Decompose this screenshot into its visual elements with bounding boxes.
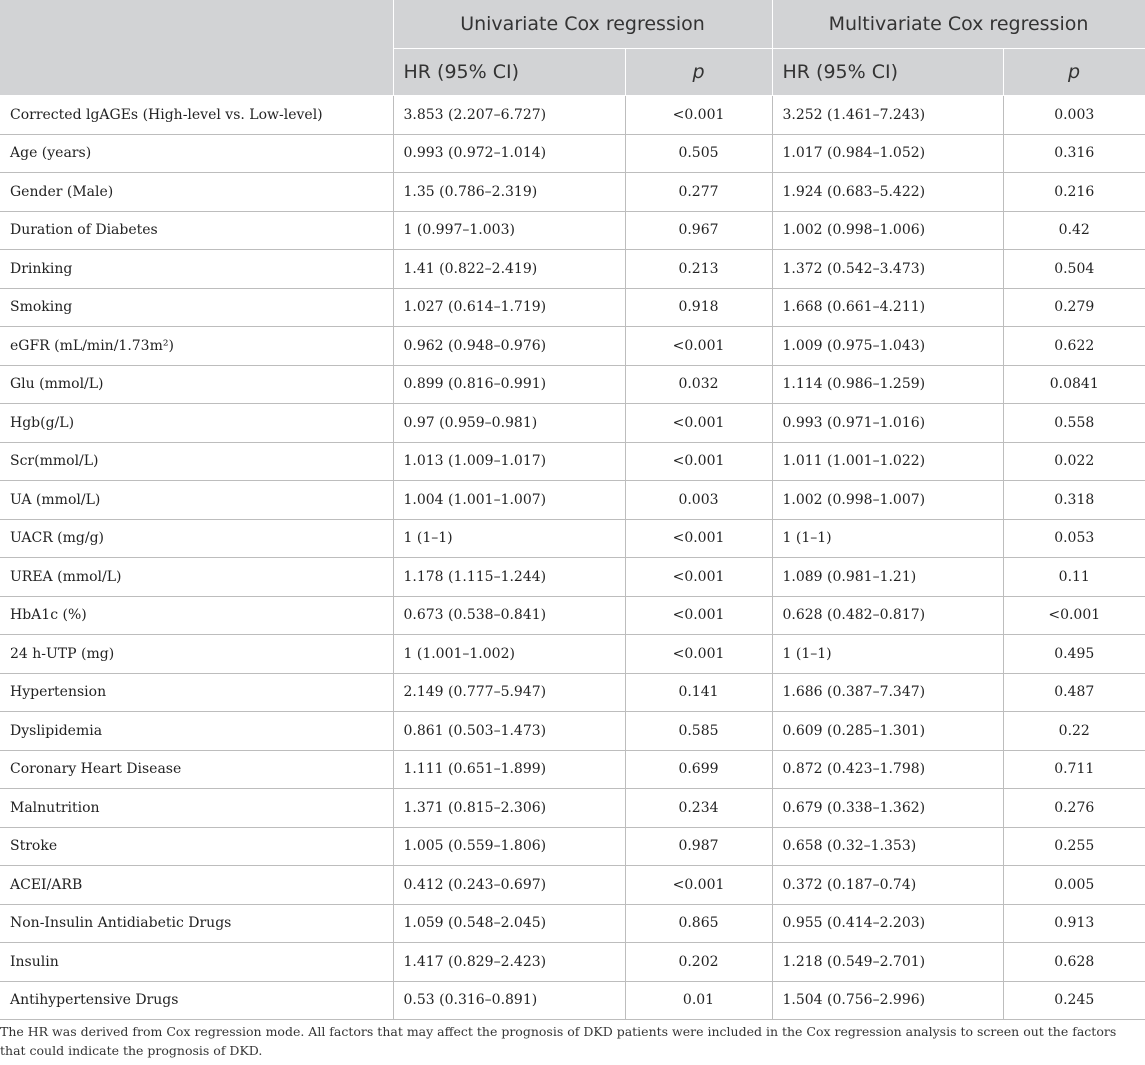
table-row [0,481,1145,520]
table-row [0,673,1145,712]
univariate-p-cell: 0.865 [625,904,772,943]
univariate-p-cell: 0.032 [625,365,772,404]
multivariate-hr-cell: 1.089 (0.981–1.21) [772,558,1003,597]
univariate-hr-cell: 0.962 (0.948–0.976) [393,327,625,366]
multivariate-hr-cell: 1.011 (1.001–1.022) [772,442,1003,481]
factor-cell: Hgb(g/L) [0,404,393,443]
univariate-p-cell: 0.003 [625,481,772,520]
multivariate-hr-cell: 1 (1–1) [772,519,1003,558]
multivariate-hr-cell: 0.372 (0.187–0.74) [772,866,1003,905]
univariate-hr-cell: 1.178 (1.115–1.244) [393,558,625,597]
factor-cell: Insulin [0,943,393,982]
multivariate-hr-cell: 1.009 (0.975–1.043) [772,327,1003,366]
factor-cell: HbA1c (%) [0,596,393,635]
univariate-hr-cell: 2.149 (0.777–5.947) [393,673,625,712]
univariate-hr-cell: 1.004 (1.001–1.007) [393,481,625,520]
univariate-hr-cell: 1.013 (1.009–1.017) [393,442,625,481]
table-row [0,596,1145,635]
table-row [0,943,1145,982]
univariate-hr-cell: 1.417 (0.829–2.423) [393,943,625,982]
univariate-hr-cell: 0.673 (0.538–0.841) [393,596,625,635]
multivariate-p-cell: 0.005 [1003,866,1145,905]
univariate-p-cell: 0.202 [625,943,772,982]
multivariate-hr-cell: 1 (1–1) [772,635,1003,674]
univariate-hr-cell: 1.371 (0.815–2.306) [393,789,625,828]
univariate-hr-cell: 0.993 (0.972–1.014) [393,134,625,173]
univariate-p-cell: <0.001 [625,596,772,635]
multivariate-p-cell: 0.276 [1003,789,1145,828]
univariate-p-cell: 0.585 [625,712,772,751]
univariate-p-cell: <0.001 [625,442,772,481]
factor-cell: Smoking [0,288,393,327]
multivariate-p-cell: 0.628 [1003,943,1145,982]
multivariate-p-cell: 0.216 [1003,173,1145,212]
multivariate-hr-cell: 0.628 (0.482–0.817) [772,596,1003,635]
factor-cell: Stroke [0,827,393,866]
factor-cell: ACEI/ARB [0,866,393,905]
factor-cell: Antihypertensive Drugs [0,981,393,1020]
multivariate-hr-cell: 0.993 (0.971–1.016) [772,404,1003,443]
multivariate-p-cell: 0.487 [1003,673,1145,712]
multivariate-p-cell: 0.42 [1003,211,1145,250]
table-header [0,0,1145,96]
multivariate-p-cell: 0.003 [1003,96,1145,135]
univariate-p-cell: <0.001 [625,404,772,443]
table-row [0,558,1145,597]
univariate-p-cell: 0.967 [625,211,772,250]
multivariate-p-cell: 0.318 [1003,481,1145,520]
multivariate-p-cell: <0.001 [1003,596,1145,635]
univariate-hr-cell: 1.35 (0.786–2.319) [393,173,625,212]
table-row [0,904,1145,943]
univariate-p-cell: <0.001 [625,558,772,597]
multivariate-p-cell: 0.711 [1003,750,1145,789]
multivariate-p-cell: 0.11 [1003,558,1145,597]
factor-cell: Drinking [0,250,393,289]
factor-cell: Coronary Heart Disease [0,750,393,789]
factor-cell: Glu (mmol/L) [0,365,393,404]
table-row [0,327,1145,366]
table-row [0,712,1145,751]
multivariate-hr-cell: 1.002 (0.998–1.006) [772,211,1003,250]
table-row [0,789,1145,828]
univariate-hr-header: HR (95% CI) [393,49,625,96]
univariate-p-cell: 0.234 [625,789,772,828]
univariate-p-cell: <0.001 [625,519,772,558]
univariate-hr-cell: 0.861 (0.503–1.473) [393,712,625,751]
table-row [0,365,1145,404]
factor-column-header [0,0,393,96]
multivariate-hr-cell: 1.686 (0.387–7.347) [772,673,1003,712]
multivariate-hr-cell: 1.114 (0.986–1.259) [772,365,1003,404]
multivariate-hr-cell: 1.668 (0.661–4.211) [772,288,1003,327]
multivariate-p-header: p [1003,49,1145,96]
univariate-hr-cell: 1 (1.001–1.002) [393,635,625,674]
multivariate-hr-cell: 0.658 (0.32–1.353) [772,827,1003,866]
univariate-p-cell: 0.213 [625,250,772,289]
table-row [0,442,1145,481]
multivariate-hr-cell: 3.252 (1.461–7.243) [772,96,1003,135]
table-footnote: The HR was derived from Cox regression mode. All factors that may affect the prognosis of DKD patients were included in the Cox regression analysis to screen out the factors that could indicate the prognosis of DKD. [0,1024,1117,1058]
table-row [0,981,1145,1020]
multivariate-p-cell: 0.622 [1003,327,1145,366]
univariate-p-header: p [625,49,772,96]
univariate-p-cell: <0.001 [625,96,772,135]
table-row [0,635,1145,674]
multivariate-p-cell: 0.316 [1003,134,1145,173]
multivariate-hr-cell: 1.924 (0.683–5.422) [772,173,1003,212]
table-row [0,404,1145,443]
multivariate-p-cell: 0.255 [1003,827,1145,866]
factor-cell: Hypertension [0,673,393,712]
multivariate-hr-cell: 0.679 (0.338–1.362) [772,789,1003,828]
table-row [0,134,1145,173]
multivariate-hr-cell: 1.218 (0.549–2.701) [772,943,1003,982]
factor-cell: UACR (mg/g) [0,519,393,558]
univariate-p-cell: <0.001 [625,635,772,674]
univariate-hr-cell: 1.41 (0.822–2.419) [393,250,625,289]
univariate-hr-cell: 1.059 (0.548–2.045) [393,904,625,943]
factor-cell: Corrected lgAGEs (High-level vs. Low-level) [0,96,393,135]
univariate-p-cell: 0.01 [625,981,772,1020]
multivariate-hr-cell: 0.955 (0.414–2.203) [772,904,1003,943]
factor-cell: 24 h-UTP (mg) [0,635,393,674]
factor-cell: Age (years) [0,134,393,173]
factor-cell: Non-Insulin Antidiabetic Drugs [0,904,393,943]
header-group-row [0,0,1145,49]
univariate-hr-cell: 0.899 (0.816–0.991) [393,365,625,404]
multivariate-hr-cell: 1.017 (0.984–1.052) [772,134,1003,173]
multivariate-hr-cell: 1.504 (0.756–2.996) [772,981,1003,1020]
univariate-p-cell: <0.001 [625,327,772,366]
factor-cell: Dyslipidemia [0,712,393,751]
factor-cell: Duration of Diabetes [0,211,393,250]
multivariate-p-cell: 0.913 [1003,904,1145,943]
univariate-hr-cell: 3.853 (2.207–6.727) [393,96,625,135]
multivariate-hr-header: HR (95% CI) [772,49,1003,96]
univariate-hr-cell: 1 (1–1) [393,519,625,558]
univariate-p-cell: 0.505 [625,134,772,173]
multivariate-hr-cell: 0.609 (0.285–1.301) [772,712,1003,751]
factor-cell: Gender (Male) [0,173,393,212]
univariate-p-cell: <0.001 [625,866,772,905]
multivariate-hr-cell: 1.372 (0.542–3.473) [772,250,1003,289]
univariate-hr-cell: 1 (0.997–1.003) [393,211,625,250]
multivariate-p-cell: 0.279 [1003,288,1145,327]
multivariate-p-cell: 0.504 [1003,250,1145,289]
table-row [0,173,1145,212]
table-row [0,866,1145,905]
multivariate-p-cell: 0.558 [1003,404,1145,443]
factor-cell: Scr(mmol/L) [0,442,393,481]
multivariate-hr-cell: 0.872 (0.423–1.798) [772,750,1003,789]
table-row [0,750,1145,789]
multivariate-p-cell: 0.245 [1003,981,1145,1020]
univariate-hr-cell: 0.53 (0.316–0.891) [393,981,625,1020]
univariate-p-cell: 0.141 [625,673,772,712]
multivariate-hr-cell: 1.002 (0.998–1.007) [772,481,1003,520]
table-row [0,827,1145,866]
univariate-hr-cell: 1.027 (0.614–1.719) [393,288,625,327]
table-row [0,519,1145,558]
factor-cell: Malnutrition [0,789,393,828]
univariate-hr-cell: 0.412 (0.243–0.697) [393,866,625,905]
univariate-hr-cell: 0.97 (0.959–0.981) [393,404,625,443]
multivariate-group-header: Multivariate Cox regression [772,0,1145,49]
factor-cell: UA (mmol/L) [0,481,393,520]
univariate-hr-cell: 1.111 (0.651–1.899) [393,750,625,789]
table-body [0,96,1145,1020]
factor-cell: UREA (mmol/L) [0,558,393,597]
univariate-hr-cell: 1.005 (0.559–1.806) [393,827,625,866]
factor-cell: eGFR (mL/min/1.73m²) [0,327,393,366]
multivariate-p-cell: 0.495 [1003,635,1145,674]
table-row [0,211,1145,250]
multivariate-p-cell: 0.22 [1003,712,1145,751]
univariate-p-cell: 0.699 [625,750,772,789]
univariate-p-cell: 0.918 [625,288,772,327]
table-row [0,288,1145,327]
univariate-p-cell: 0.987 [625,827,772,866]
univariate-p-cell: 0.277 [625,173,772,212]
table-row [0,96,1145,135]
univariate-group-header: Univariate Cox regression [393,0,772,49]
table-row [0,250,1145,289]
multivariate-p-cell: 0.053 [1003,519,1145,558]
multivariate-p-cell: 0.0841 [1003,365,1145,404]
multivariate-p-cell: 0.022 [1003,442,1145,481]
